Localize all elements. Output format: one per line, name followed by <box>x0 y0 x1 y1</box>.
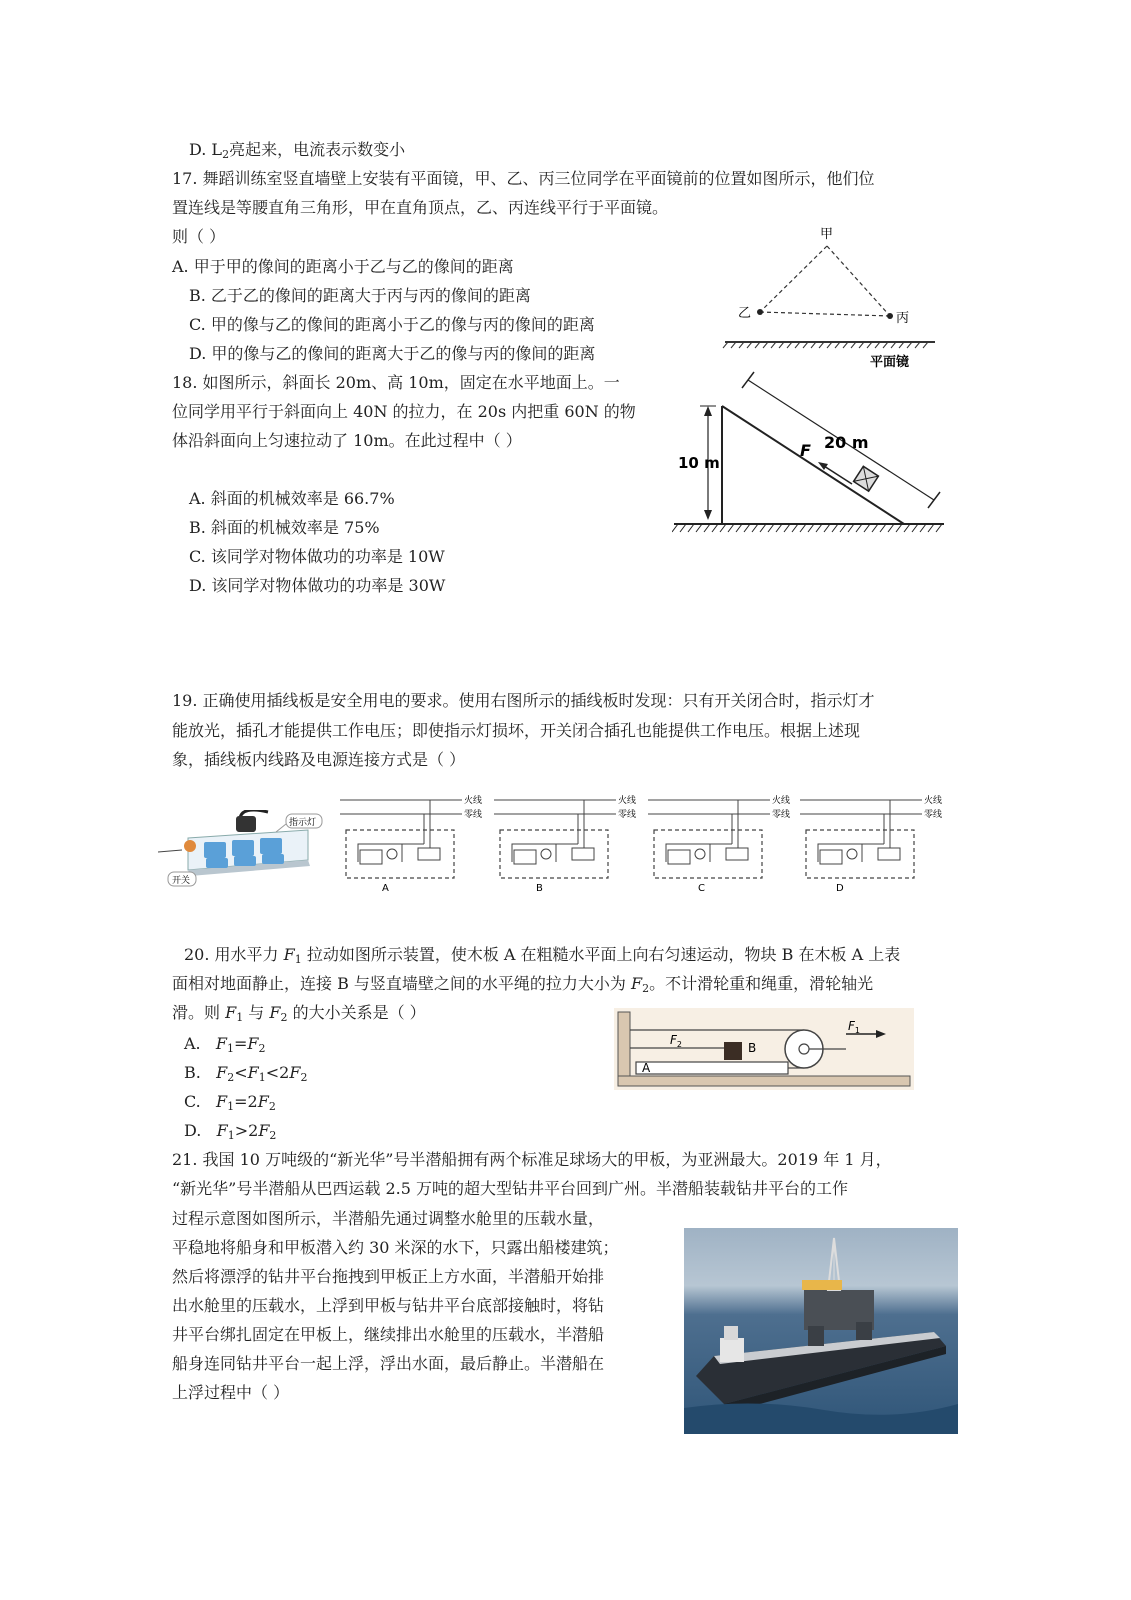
pulley-f2-sub: 2 <box>676 1040 682 1049</box>
q20-stem-line3 <box>172 1002 426 1024</box>
q19-stem-line3: 象，插线板内线路及电源连接方式是（ ） <box>172 750 466 769</box>
q20-option-b-op2: <2 <box>265 1063 290 1082</box>
q18-option-d: D. 该同学对物体做功的功率是 30W <box>189 576 446 595</box>
pulley-f2-letter: F <box>670 1033 677 1047</box>
q20-option-c <box>184 1091 276 1113</box>
q20-option-a <box>184 1033 266 1055</box>
pulley-label-a: A <box>642 1061 651 1075</box>
circuit-label-d: D <box>836 883 844 894</box>
q20-option-d-label: D. <box>184 1121 202 1140</box>
q20-l1-b: 拉动如图所示装置，使木板 A 在粗糙水平面上向右匀速运动，物块 B 在木板 A 上表 <box>301 945 901 964</box>
circuit-a-live: 火线 <box>464 796 483 806</box>
q21-stem-line8: 船身连同钻井平台一起上浮，浮出水面，最后静止。半潜船在 <box>172 1354 605 1373</box>
q17-label-mirror: 平面镜 <box>870 355 910 370</box>
q19-stem-line2: 能放光，插孔才能提供工作电压；即使指示灯损坏，开关闭合插孔也能提供工作电压。根据上述现 <box>172 721 861 740</box>
q20-l2-a: 面相对地面静止，连接 B 与竖直墙壁之间的水平绳的拉力大小为 <box>172 974 632 993</box>
q17-stem-line1: 17. 舞蹈训练室竖直墙壁上安装有平面镜，甲、乙、丙三位同学在平面镜前的位置如图所示，他们位 <box>172 169 875 188</box>
q18-incline-figure <box>672 366 948 552</box>
q20-option-a-sub1: 1 <box>227 1042 235 1055</box>
q20-l3-sub1: 1 <box>236 1011 244 1024</box>
q20-option-d-sub2: 2 <box>269 1129 277 1142</box>
circuit-d-live: 火线 <box>924 796 943 806</box>
pulley-label-b: B <box>748 1041 757 1055</box>
q17-stem-line2: 置连线是等腰直角三角形，甲在直角顶点，乙、丙连线平行于平面镜。 <box>172 198 669 217</box>
q18-option-c: C. 该同学对物体做功的功率是 10W <box>189 547 445 566</box>
q18-stem-line3: 体沿斜面向上匀速拉动了 10m。在此过程中（ ） <box>172 431 522 450</box>
q20-option-b-f2b: F <box>289 1063 301 1082</box>
q20-option-d-sub1: 1 <box>227 1129 235 1142</box>
pulley-f1-sub: 1 <box>854 1026 860 1035</box>
circuit-label-a: A <box>382 883 389 894</box>
q18-option-a: A. 斜面的机械效率是 66.7% <box>189 489 395 508</box>
q18-stem-line1: 18. 如图所示，斜面长 20m、高 10m，固定在水平地面上。一 <box>172 373 620 392</box>
q17-label-yi: 乙 <box>738 306 752 321</box>
q20-option-a-op: = <box>234 1034 248 1053</box>
q19-stem-line1: 19. 正确使用插线板是安全用电的要求。使用右图所示的插线板时发现：只有开关闭合时，指示灯才 <box>172 691 875 710</box>
q17-option-c: C. 甲的像与乙的像间的距离小于乙的像与丙的像间的距离 <box>189 315 595 334</box>
q20-l1-a: 20. 用水平力 <box>184 945 284 964</box>
q20-option-c-f2: F <box>257 1092 269 1111</box>
q16-option-d-sub: 2 <box>222 148 230 161</box>
q20-l2-f: F <box>631 974 643 993</box>
q21-stem-line5: 然后将漂浮的钻井平台拖拽到甲板正上方水面，半潜船开始排 <box>172 1267 605 1286</box>
circuit-label-b: B <box>536 883 543 894</box>
q20-l3-f2: F <box>269 1003 281 1022</box>
q20-option-c-f1: F <box>216 1092 228 1111</box>
q20-stem-line1 <box>184 944 900 966</box>
q20-option-b-f1: F <box>247 1063 259 1082</box>
q20-option-a-sub2: 2 <box>258 1042 266 1055</box>
q17-option-d: D. 甲的像与乙的像间的距离大于乙的像与丙的像间的距离 <box>189 344 596 363</box>
circuit-label-c: C <box>698 883 705 894</box>
q20-pulley-figure <box>614 1008 914 1090</box>
circuit-d-neutral: 零线 <box>924 810 943 820</box>
q20-stem-line2 <box>172 973 873 995</box>
strip-label-switch: 开关 <box>172 876 191 886</box>
q20-option-c-label: C. <box>184 1092 201 1111</box>
q20-l3-b: 的大小关系是（ ） <box>287 1003 426 1022</box>
q20-option-d-f1: F <box>216 1121 228 1140</box>
q18-label-height: 10 m <box>678 454 720 472</box>
q20-l1-sub: 1 <box>294 953 302 966</box>
q20-option-a-f1: F <box>215 1034 228 1053</box>
q17-option-a: A. 甲于甲的像间的距离小于乙与乙的像间的距离 <box>172 257 514 276</box>
q20-l3-mid: 与 <box>243 1003 270 1022</box>
q21-stem-line1: 21. 我国 10 万吨级的“新光华”号半潜船拥有两个标准足球场大的甲板，为亚洲最大。2019 年 1 月， <box>172 1150 892 1169</box>
q20-l2-b: 。不计滑轮重和绳重，滑轮轴光 <box>649 974 874 993</box>
q20-option-b-sub2: 2 <box>227 1071 235 1084</box>
q18-option-b: B. 斜面的机械效率是 75% <box>189 518 380 537</box>
q21-stem-line9: 上浮过程中（ ） <box>172 1383 290 1402</box>
power-strip-figure <box>158 810 328 890</box>
q21-stem-line2: “新光华”号半潜船从巴西运载 2.5 万吨的超大型钻井平台回到广州。半潜船装载钻井平台的工作 <box>172 1179 848 1198</box>
q20-option-d-op: >2 <box>234 1121 259 1140</box>
circuit-b-neutral: 零线 <box>618 810 637 820</box>
q21-stem-line4: 平稳地将船身和甲板潜入约 30 米深的水下，只露出船楼建筑； <box>172 1238 619 1257</box>
q18-label-length: 20 m <box>824 433 869 452</box>
q21-stem-line3: 过程示意图如图所示，半潜船先通过调整水舱里的压载水量， <box>172 1209 605 1228</box>
q19-circuit-options <box>340 794 950 894</box>
q16-option-d-tail: 亮起来，电流表示数变小 <box>229 140 406 159</box>
q16-option-d-text: D. L <box>189 140 223 159</box>
pulley-f1-letter: F <box>848 1019 855 1033</box>
q20-option-c-sub1: 1 <box>227 1100 235 1113</box>
q20-l3-sub2: 2 <box>280 1011 288 1024</box>
q18-label-force: F <box>800 441 811 460</box>
circuit-b-live: 火线 <box>618 796 637 806</box>
q17-stem-line3: 则（ ） <box>172 227 226 246</box>
q20-option-b-label: B. <box>184 1063 201 1082</box>
q21-stem-line7: 井平台绑扎固定在甲板上，继续排出水舱里的压载水，半潜船 <box>172 1325 605 1344</box>
strip-label-indicator: 指示灯 <box>289 818 317 828</box>
q20-option-b <box>184 1062 307 1084</box>
q20-option-b-f2: F <box>216 1063 228 1082</box>
semi-submersible-ship-photo <box>684 1228 958 1434</box>
q17-label-jia: 甲 <box>820 227 834 242</box>
q21-stem-line6: 出水舱里的压载水，上浮到甲板与钻井平台底部接触时，将钻 <box>172 1296 605 1315</box>
q20-option-b-sub2b: 2 <box>300 1071 308 1084</box>
q20-option-a-label: A. <box>184 1034 201 1053</box>
q18-stem-line2: 位同学用平行于斜面向上 40N 的拉力，在 20s 内把重 60N 的物 <box>172 402 636 421</box>
q20-option-b-op1: < <box>234 1063 248 1082</box>
q20-l3-f1: F <box>225 1003 237 1022</box>
q20-option-d-f2: F <box>258 1121 270 1140</box>
q17-label-bing: 丙 <box>896 311 910 326</box>
q20-option-d <box>184 1120 276 1142</box>
q20-option-a-f2: F <box>247 1034 259 1053</box>
q17-mirror-figure <box>720 224 950 374</box>
q20-l3-a: 滑。则 <box>172 1003 226 1022</box>
q16-option-d <box>189 139 405 161</box>
circuit-c-neutral: 零线 <box>772 810 791 820</box>
q20-option-c-sub2: 2 <box>268 1100 276 1113</box>
q20-option-b-sub1: 1 <box>258 1071 266 1084</box>
circuit-c-live: 火线 <box>772 796 791 806</box>
q20-l1-f: F <box>283 945 295 964</box>
q17-option-b: B. 乙于乙的像间的距离大于丙与丙的像间的距离 <box>189 286 531 305</box>
q20-l2-sub: 2 <box>642 982 650 995</box>
circuit-a-neutral: 零线 <box>464 810 483 820</box>
q20-option-c-op: =2 <box>234 1092 258 1111</box>
